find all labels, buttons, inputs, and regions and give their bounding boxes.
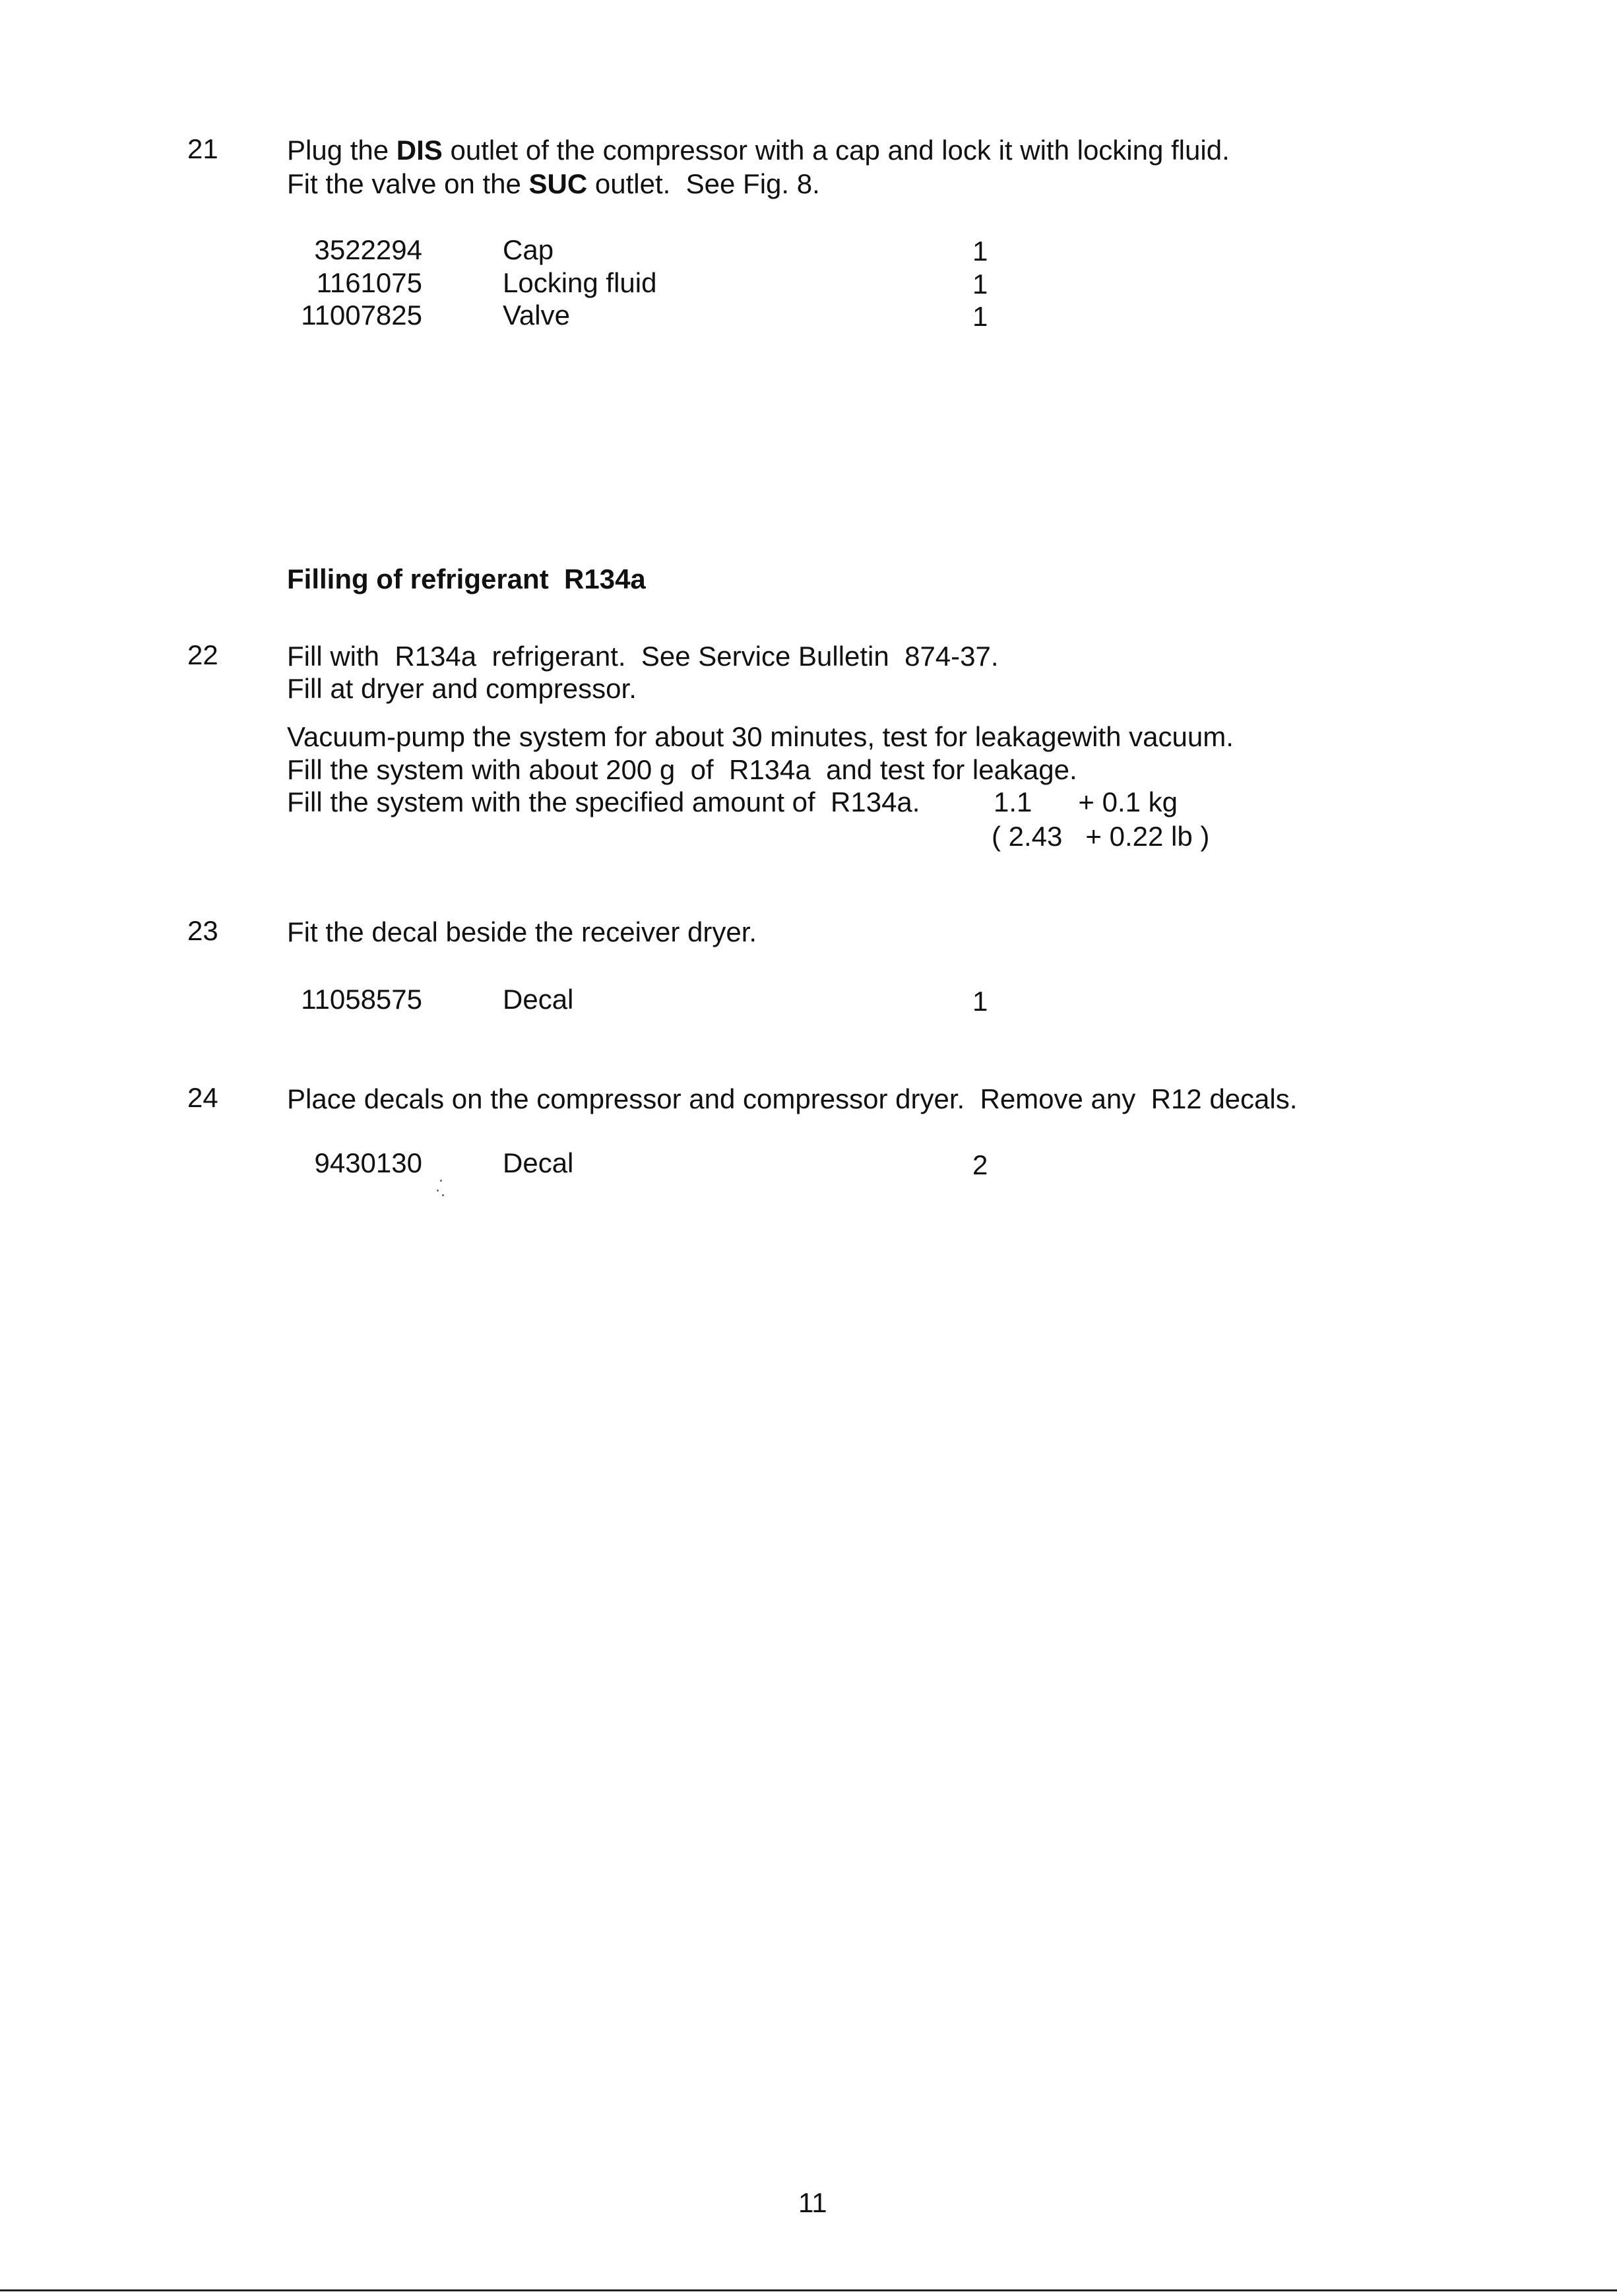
step-number-21: 21 bbox=[187, 133, 218, 164]
step-number-23: 23 bbox=[187, 915, 218, 946]
part-quantity: 1 bbox=[972, 301, 988, 332]
part-description: Locking fluid bbox=[503, 267, 657, 298]
step-22-line-3: Vacuum-pump the system for about 30 minutes, test for leakagewith vacuum. bbox=[287, 721, 1234, 752]
step-22-line-1: Fill with R134a refrigerant. See Service Bulletin 874-37. bbox=[287, 641, 999, 672]
refrigerant-amount-lb: ( 2.43 + 0.22 lb ) bbox=[992, 821, 1210, 852]
step-21-line-1-text-b: outlet of the compressor with a cap and lock it with locking fluid. bbox=[442, 135, 1230, 166]
step-21-line-2-text-a: Fit the valve on the bbox=[287, 168, 529, 199]
scan-speck bbox=[437, 1190, 439, 1192]
part-quantity: 1 bbox=[972, 269, 988, 300]
part-quantity: 1 bbox=[972, 236, 988, 267]
step-21-line-1 bbox=[287, 137, 1230, 164]
part-number: 3522294 bbox=[314, 234, 422, 265]
scan-speck bbox=[440, 1180, 442, 1182]
part-number: 1161075 bbox=[316, 267, 422, 298]
part-quantity: 1 bbox=[972, 986, 988, 1017]
part-quantity: 2 bbox=[972, 1149, 988, 1180]
dis-label: DIS bbox=[396, 135, 443, 166]
step-22-line-4: Fill the system with about 200 g of R134a and test for leakage. bbox=[287, 754, 1077, 785]
scan-speck bbox=[442, 1194, 444, 1196]
step-21-line-1-text-a: Plug the bbox=[287, 135, 396, 166]
step-number-22: 22 bbox=[187, 639, 218, 670]
section-heading: Filling of refrigerant R134a bbox=[287, 563, 646, 594]
page-bottom-rule bbox=[0, 2289, 1617, 2291]
part-number: 9430130 bbox=[314, 1147, 422, 1178]
step-23-line-1: Fit the decal beside the receiver dryer. bbox=[287, 916, 757, 947]
part-description: Cap bbox=[503, 234, 554, 265]
step-number-24: 24 bbox=[187, 1082, 218, 1113]
step-21-line-2-text-b: outlet. See Fig. 8. bbox=[587, 168, 820, 199]
part-description: Decal bbox=[503, 1147, 574, 1178]
part-number: 11007825 bbox=[301, 300, 422, 331]
part-description: Decal bbox=[503, 984, 574, 1015]
part-number: 11058575 bbox=[301, 984, 422, 1015]
refrigerant-amount-kg: 1.1 + 0.1 kg bbox=[994, 786, 1178, 817]
step-22-line-2: Fill at dryer and compressor. bbox=[287, 673, 637, 704]
step-22-line-5: Fill the system with the specified amount of R134a. bbox=[287, 786, 920, 817]
suc-label: SUC bbox=[528, 168, 588, 199]
step-24-line-1: Place decals on the compressor and compressor dryer. Remove any R12 decals. bbox=[287, 1083, 1298, 1114]
page-number: 11 bbox=[798, 2187, 827, 2218]
part-description: Valve bbox=[503, 300, 570, 331]
step-21-line-2 bbox=[287, 170, 820, 198]
